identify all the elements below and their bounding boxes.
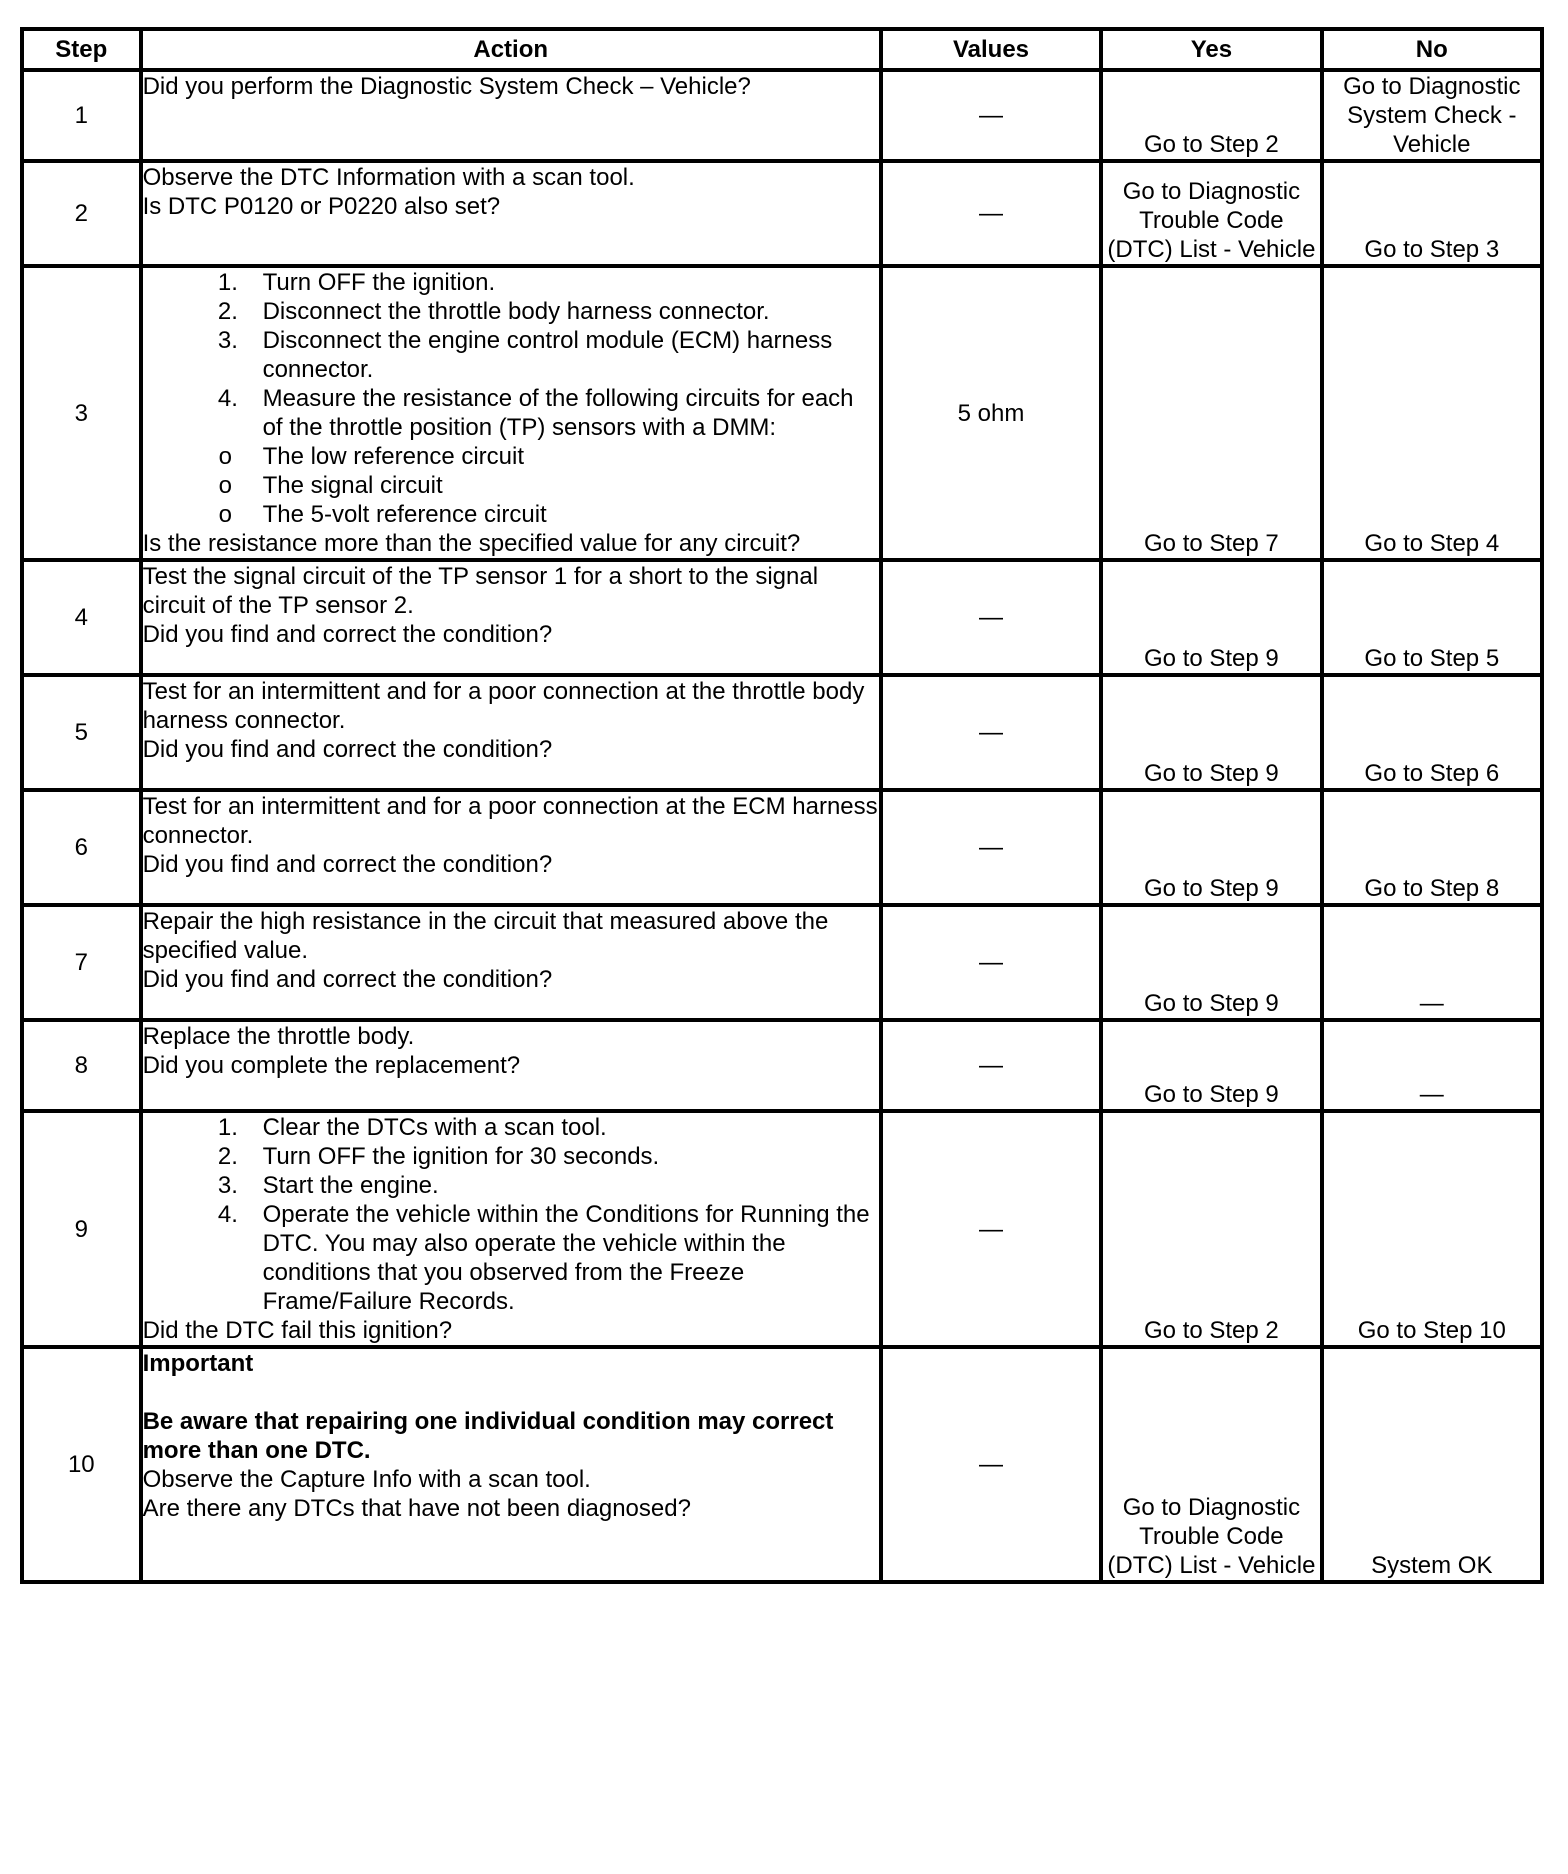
- yes-cell: Go to Diagnostic Trouble Code (DTC) List - Vehicle: [1101, 1347, 1321, 1582]
- step-number: 1: [22, 70, 141, 161]
- important-text: Be aware that repairing one individual condition may correct more than one DTC.: [142, 1408, 834, 1464]
- step-number: 8: [22, 1020, 141, 1111]
- values-cell: —: [881, 560, 1101, 675]
- step-number: 4: [22, 560, 141, 675]
- action-text: Test for an intermittent and for a poor connection at the throttle body harness connector.: [142, 678, 865, 734]
- no-cell: Go to Step 10: [1322, 1111, 1542, 1347]
- header-step: Step: [22, 29, 141, 70]
- table-row: [22, 1111, 1542, 1347]
- no-cell: Go to Step 6: [1322, 675, 1542, 790]
- step-number: 5: [22, 675, 141, 790]
- values-cell: —: [881, 790, 1101, 905]
- action-text: Repair the high resistance in the circuit that measured above the specified value.: [142, 908, 829, 964]
- values-cell: —: [881, 905, 1101, 1020]
- header-yes: Yes: [1101, 29, 1321, 70]
- step-number: 7: [22, 905, 141, 1020]
- list-item: 3. Start the engine.: [245, 1171, 879, 1200]
- yes-cell: Go to Step 7: [1101, 266, 1321, 560]
- action-cell: [141, 70, 881, 161]
- no-cell: System OK: [1322, 1347, 1542, 1582]
- values-cell: —: [881, 1020, 1101, 1111]
- yes-cell: Go to Diagnostic Trouble Code (DTC) List - Vehicle: [1101, 161, 1321, 266]
- action-cell: [141, 675, 881, 790]
- no-cell: —: [1322, 905, 1542, 1020]
- action-text: Did you perform the Diagnostic System Check – Vehicle?: [142, 73, 751, 100]
- action-text: Test for an intermittent and for a poor connection at the ECM harness connector.: [142, 793, 878, 849]
- list-item: 1. Clear the DTCs with a scan tool.: [245, 1113, 879, 1142]
- important-heading: Important: [142, 1350, 254, 1377]
- yes-cell: Go to Step 9: [1101, 905, 1321, 1020]
- table-row: [22, 560, 1542, 675]
- yes-cell: Go to Step 2: [1101, 1111, 1321, 1347]
- header-row: [22, 29, 1542, 70]
- table-row: [22, 790, 1542, 905]
- list-item: 4. Operate the vehicle within the Conditions for Running the DTC. You may also operate the vehicle within the conditions that you observed from the Freeze Frame/Failure Records.: [245, 1200, 879, 1316]
- yes-cell: Go to Step 9: [1101, 1020, 1321, 1111]
- step-number: 2: [22, 161, 141, 266]
- values-cell: —: [881, 675, 1101, 790]
- header-no: No: [1322, 29, 1542, 70]
- values-cell: —: [881, 161, 1101, 266]
- values-cell: —: [881, 70, 1101, 161]
- action-question: Did you find and correct the condition?: [142, 621, 553, 648]
- action-cell: [141, 560, 881, 675]
- bullet-list: [143, 442, 879, 529]
- list-item: 1. Turn OFF the ignition.: [245, 268, 879, 297]
- list-item: 2. Disconnect the throttle body harness connector.: [245, 297, 879, 326]
- action-text: Replace the throttle body.: [142, 1023, 415, 1050]
- action-question: Did you complete the replacement?: [142, 1052, 521, 1079]
- bullet-item: o The low reference circuit: [263, 442, 879, 471]
- no-cell: Go to Diagnostic System Check - Vehicle: [1322, 70, 1542, 161]
- action-cell: [141, 1020, 881, 1111]
- numbered-list: [143, 268, 879, 442]
- action-text: Observe the DTC Information with a scan tool.: [142, 164, 635, 191]
- yes-cell: Go to Step 2: [1101, 70, 1321, 161]
- yes-cell: Go to Step 9: [1101, 790, 1321, 905]
- action-question: Is DTC P0120 or P0220 also set?: [142, 193, 501, 220]
- list-item: 2. Turn OFF the ignition for 30 seconds.: [245, 1142, 879, 1171]
- table-row: [22, 675, 1542, 790]
- bullet-item: o The signal circuit: [263, 471, 879, 500]
- action-question: Did you find and correct the condition?: [142, 736, 553, 763]
- action-cell: [141, 161, 881, 266]
- table-row: [22, 70, 1542, 161]
- table-row: [22, 1020, 1542, 1111]
- action-cell: [141, 1347, 881, 1582]
- action-question: Are there any DTCs that have not been diagnosed?: [142, 1495, 691, 1522]
- table-row: [22, 161, 1542, 266]
- action-cell: [141, 790, 881, 905]
- action-cell: [141, 266, 881, 560]
- values-cell: —: [881, 1347, 1101, 1582]
- action-question: Is the resistance more than the specified value for any circuit?: [142, 530, 801, 557]
- step-number: 10: [22, 1347, 141, 1582]
- header-action: Action: [141, 29, 881, 70]
- no-cell: Go to Step 5: [1322, 560, 1542, 675]
- action-question: Did you find and correct the condition?: [142, 966, 553, 993]
- action-cell: [141, 1111, 881, 1347]
- no-cell: Go to Step 8: [1322, 790, 1542, 905]
- step-number: 6: [22, 790, 141, 905]
- diagnostic-table: [20, 27, 1544, 1584]
- action-question: Did the DTC fail this ignition?: [142, 1317, 453, 1344]
- no-cell: Go to Step 4: [1322, 266, 1542, 560]
- step-number: 3: [22, 266, 141, 560]
- action-text: Test the signal circuit of the TP sensor 1 for a short to the signal circuit of the TP sensor 2.: [142, 563, 819, 619]
- no-cell: —: [1322, 1020, 1542, 1111]
- bullet-item: o The 5-volt reference circuit: [263, 500, 879, 529]
- yes-cell: Go to Step 9: [1101, 675, 1321, 790]
- table-row: [22, 1347, 1542, 1582]
- step-number: 9: [22, 1111, 141, 1347]
- no-cell: Go to Step 3: [1322, 161, 1542, 266]
- action-text: Observe the Capture Info with a scan tool.: [142, 1466, 591, 1493]
- header-values: Values: [881, 29, 1101, 70]
- list-item: 3. Disconnect the engine control module (ECM) harness connector.: [245, 326, 879, 384]
- values-cell: 5 ohm: [881, 266, 1101, 560]
- table-row: [22, 905, 1542, 1020]
- list-item: 4. Measure the resistance of the following circuits for each of the throttle position (TP) sensors with a DMM:: [245, 384, 879, 442]
- action-question: Did you find and correct the condition?: [142, 851, 553, 878]
- numbered-list: [143, 1113, 879, 1316]
- table-row: [22, 266, 1542, 560]
- action-cell: [141, 905, 881, 1020]
- values-cell: —: [881, 1111, 1101, 1347]
- yes-cell: Go to Step 9: [1101, 560, 1321, 675]
